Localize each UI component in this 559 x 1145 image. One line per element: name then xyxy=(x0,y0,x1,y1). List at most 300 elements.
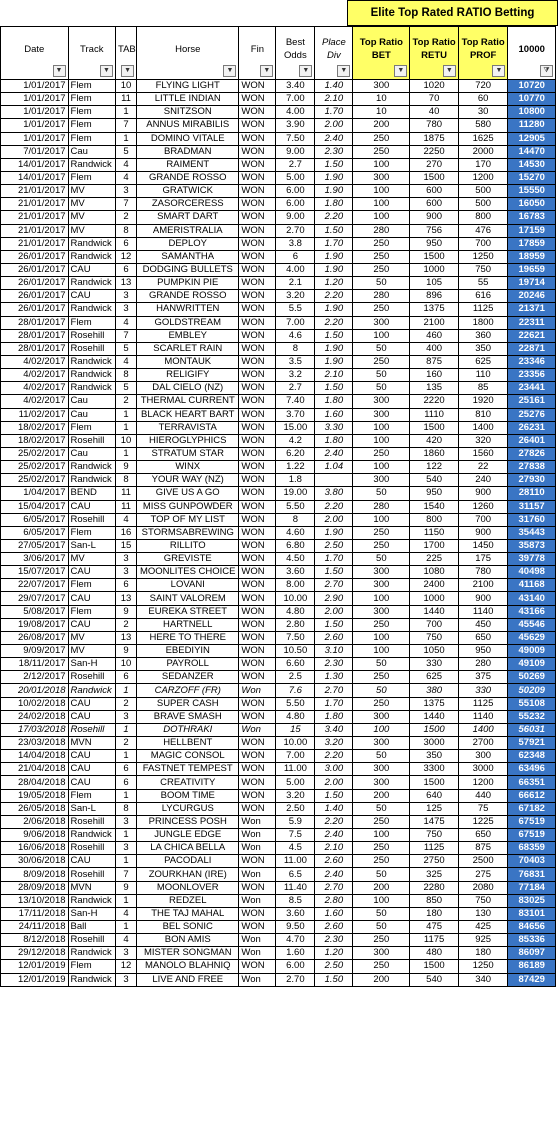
cell-date[interactable]: 28/01/2017 xyxy=(1,329,69,342)
cell-running-total[interactable]: 35443 xyxy=(508,526,556,539)
cell-track[interactable]: Rosehill xyxy=(68,842,115,855)
cell-horse[interactable]: HERE TO THERE xyxy=(137,631,239,644)
cell-bet[interactable]: 50 xyxy=(353,553,410,566)
cell-fin[interactable]: WON xyxy=(239,447,276,460)
cell-fin[interactable]: WON xyxy=(239,80,276,93)
cell-running-total[interactable]: 15550 xyxy=(508,185,556,198)
cell-track[interactable]: Randwick xyxy=(68,250,115,263)
cell-track[interactable]: Flem xyxy=(68,605,115,618)
cell-place-div[interactable]: 1.70 xyxy=(315,697,353,710)
cell-odds[interactable]: 6.60 xyxy=(276,658,315,671)
filter-dropdown-icon[interactable]: ▼ xyxy=(100,65,113,77)
cell-fin[interactable]: WON xyxy=(239,750,276,763)
cell-return[interactable]: 875 xyxy=(410,355,459,368)
cell-odds[interactable]: 11.00 xyxy=(276,855,315,868)
cell-odds[interactable]: 11.40 xyxy=(276,881,315,894)
cell-return[interactable]: 125 xyxy=(410,802,459,815)
cell-track[interactable]: CAU xyxy=(68,263,115,276)
cell-horse[interactable]: PUMPKIN PIE xyxy=(137,277,239,290)
cell-bet[interactable]: 10 xyxy=(353,106,410,119)
cell-date[interactable]: 2/06/2018 xyxy=(1,815,69,828)
cell-horse[interactable]: DAL CIELO (NZ) xyxy=(137,382,239,395)
cell-odds[interactable]: 10.00 xyxy=(276,592,315,605)
cell-fin[interactable]: WON xyxy=(239,329,276,342)
cell-fin[interactable]: WON xyxy=(239,605,276,618)
cell-track[interactable]: MV xyxy=(68,185,115,198)
cell-bet[interactable]: 300 xyxy=(353,737,410,750)
cell-running-total[interactable]: 10800 xyxy=(508,106,556,119)
cell-fin[interactable]: WON xyxy=(239,369,276,382)
cell-bet[interactable]: 250 xyxy=(353,815,410,828)
cell-place-div[interactable]: 2.30 xyxy=(315,658,353,671)
cell-bet[interactable]: 300 xyxy=(353,605,410,618)
cell-tab[interactable]: 5 xyxy=(115,382,136,395)
cell-return[interactable]: 1110 xyxy=(410,408,459,421)
cell-return[interactable]: 1150 xyxy=(410,526,459,539)
cell-fin[interactable]: WON xyxy=(239,461,276,474)
cell-tab[interactable]: 2 xyxy=(115,395,136,408)
cell-tab[interactable]: 3 xyxy=(115,947,136,960)
cell-bet[interactable]: 100 xyxy=(353,723,410,736)
cell-running-total[interactable]: 49109 xyxy=(508,658,556,671)
cell-profit[interactable]: 750 xyxy=(458,263,508,276)
cell-bet[interactable]: 250 xyxy=(353,250,410,263)
cell-return[interactable]: 225 xyxy=(410,553,459,566)
cell-running-total[interactable]: 23441 xyxy=(508,382,556,395)
cell-horse[interactable]: BLACK HEART BART xyxy=(137,408,239,421)
cell-horse[interactable]: RELIGIFY xyxy=(137,369,239,382)
cell-place-div[interactable]: 1.90 xyxy=(315,526,353,539)
cell-odds[interactable]: 7.00 xyxy=(276,750,315,763)
cell-fin[interactable]: WON xyxy=(239,224,276,237)
cell-fin[interactable]: WON xyxy=(239,93,276,106)
cell-return[interactable]: 135 xyxy=(410,382,459,395)
cell-fin[interactable]: WON xyxy=(239,737,276,750)
cell-profit[interactable]: 320 xyxy=(458,434,508,447)
cell-tab[interactable]: 8 xyxy=(115,802,136,815)
cell-running-total[interactable]: 83101 xyxy=(508,907,556,920)
cell-return[interactable]: 625 xyxy=(410,671,459,684)
cell-bet[interactable]: 50 xyxy=(353,921,410,934)
cell-return[interactable]: 600 xyxy=(410,198,459,211)
cell-return[interactable]: 950 xyxy=(410,237,459,250)
cell-return[interactable]: 1375 xyxy=(410,303,459,316)
cell-horse[interactable]: GIVE US A GO xyxy=(137,487,239,500)
cell-running-total[interactable]: 84656 xyxy=(508,921,556,934)
cell-profit[interactable]: 275 xyxy=(458,868,508,881)
filter-dropdown-icon[interactable]: ▼ xyxy=(223,65,236,77)
cell-profit[interactable]: 240 xyxy=(458,474,508,487)
cell-track[interactable]: CAU xyxy=(68,566,115,579)
cell-fin[interactable]: WON xyxy=(239,474,276,487)
cell-running-total[interactable]: 70403 xyxy=(508,855,556,868)
cell-tab[interactable]: 2 xyxy=(115,211,136,224)
cell-place-div[interactable]: 3.10 xyxy=(315,645,353,658)
cell-date[interactable]: 25/02/2017 xyxy=(1,461,69,474)
cell-place-div[interactable]: 3.30 xyxy=(315,421,353,434)
cell-date[interactable]: 11/02/2017 xyxy=(1,408,69,421)
cell-profit[interactable]: 780 xyxy=(458,566,508,579)
cell-profit[interactable]: 810 xyxy=(458,408,508,421)
cell-profit[interactable]: 440 xyxy=(458,789,508,802)
cell-return[interactable]: 1050 xyxy=(410,645,459,658)
cell-horse[interactable]: SCARLET RAIN xyxy=(137,342,239,355)
cell-profit[interactable]: 110 xyxy=(458,369,508,382)
cell-return[interactable]: 1000 xyxy=(410,592,459,605)
cell-return[interactable]: 1500 xyxy=(410,250,459,263)
cell-profit[interactable]: 720 xyxy=(458,80,508,93)
cell-bet[interactable]: 300 xyxy=(353,710,410,723)
cell-fin[interactable]: Won xyxy=(239,815,276,828)
cell-running-total[interactable]: 55232 xyxy=(508,710,556,723)
cell-bet[interactable]: 100 xyxy=(353,434,410,447)
cell-odds[interactable]: 6.20 xyxy=(276,447,315,460)
cell-place-div[interactable]: 2.20 xyxy=(315,211,353,224)
cell-return[interactable]: 750 xyxy=(410,631,459,644)
cell-profit[interactable]: 2100 xyxy=(458,579,508,592)
cell-place-div[interactable]: 2.70 xyxy=(315,684,353,697)
cell-track[interactable]: Randwick xyxy=(68,303,115,316)
cell-date[interactable]: 13/10/2018 xyxy=(1,894,69,907)
cell-bet[interactable]: 300 xyxy=(353,763,410,776)
cell-track[interactable]: San-H xyxy=(68,658,115,671)
cell-fin[interactable]: WON xyxy=(239,671,276,684)
cell-track[interactable]: Randwick xyxy=(68,355,115,368)
cell-fin[interactable]: WON xyxy=(239,763,276,776)
cell-fin[interactable]: WON xyxy=(239,171,276,184)
cell-fin[interactable]: WON xyxy=(239,776,276,789)
cell-return[interactable]: 2220 xyxy=(410,395,459,408)
cell-date[interactable]: 12/01/2019 xyxy=(1,960,69,973)
cell-odds[interactable]: 4.80 xyxy=(276,605,315,618)
cell-date[interactable]: 28/09/2018 xyxy=(1,881,69,894)
cell-odds[interactable]: 7.5 xyxy=(276,829,315,842)
cell-profit[interactable]: 1250 xyxy=(458,250,508,263)
cell-track[interactable]: Randwick xyxy=(68,461,115,474)
cell-tab[interactable]: 6 xyxy=(115,763,136,776)
cell-running-total[interactable]: 43140 xyxy=(508,592,556,605)
cell-tab[interactable]: 1 xyxy=(115,829,136,842)
cell-return[interactable]: 1700 xyxy=(410,539,459,552)
cell-bet[interactable]: 300 xyxy=(353,579,410,592)
cell-horse[interactable]: BOOM TIME xyxy=(137,789,239,802)
cell-horse[interactable]: LIVE AND FREE xyxy=(137,973,239,986)
cell-horse[interactable]: GRATWICK xyxy=(137,185,239,198)
cell-profit[interactable]: 875 xyxy=(458,842,508,855)
cell-odds[interactable]: 5.50 xyxy=(276,500,315,513)
cell-odds[interactable]: 2.70 xyxy=(276,224,315,237)
cell-running-total[interactable]: 56031 xyxy=(508,723,556,736)
cell-running-total[interactable]: 23346 xyxy=(508,355,556,368)
cell-odds[interactable]: 15.00 xyxy=(276,421,315,434)
cell-bet[interactable]: 10 xyxy=(353,93,410,106)
cell-place-div[interactable]: 2.20 xyxy=(315,500,353,513)
cell-place-div[interactable]: 2.20 xyxy=(315,290,353,303)
cell-date[interactable]: 8/12/2018 xyxy=(1,934,69,947)
cell-bet[interactable]: 100 xyxy=(353,592,410,605)
cell-running-total[interactable]: 12905 xyxy=(508,132,556,145)
cell-tab[interactable]: 13 xyxy=(115,592,136,605)
cell-horse[interactable]: YOUR WAY (NZ) xyxy=(137,474,239,487)
cell-horse[interactable]: MISS GUNPOWDER xyxy=(137,500,239,513)
cell-profit[interactable]: 75 xyxy=(458,802,508,815)
cell-fin[interactable]: WON xyxy=(239,658,276,671)
cell-date[interactable]: 26/01/2017 xyxy=(1,290,69,303)
cell-fin[interactable]: Won xyxy=(239,842,276,855)
cell-bet[interactable]: 250 xyxy=(353,539,410,552)
cell-running-total[interactable]: 45629 xyxy=(508,631,556,644)
cell-return[interactable]: 600 xyxy=(410,185,459,198)
cell-fin[interactable]: WON xyxy=(239,631,276,644)
cell-profit[interactable]: 1225 xyxy=(458,815,508,828)
cell-bet[interactable]: 250 xyxy=(353,618,410,631)
cell-odds[interactable]: 5.00 xyxy=(276,776,315,789)
cell-return[interactable]: 70 xyxy=(410,93,459,106)
cell-track[interactable]: Cau xyxy=(68,145,115,158)
cell-fin[interactable]: WON xyxy=(239,106,276,119)
cell-track[interactable]: Randwick xyxy=(68,973,115,986)
cell-bet[interactable]: 100 xyxy=(353,211,410,224)
cell-return[interactable]: 1860 xyxy=(410,447,459,460)
cell-return[interactable]: 850 xyxy=(410,894,459,907)
col-header-date[interactable] xyxy=(1,27,69,80)
cell-profit[interactable]: 616 xyxy=(458,290,508,303)
cell-profit[interactable]: 750 xyxy=(458,894,508,907)
cell-date[interactable]: 4/02/2017 xyxy=(1,382,69,395)
cell-date[interactable]: 6/05/2017 xyxy=(1,513,69,526)
cell-return[interactable]: 122 xyxy=(410,461,459,474)
cell-place-div[interactable]: 2.60 xyxy=(315,855,353,868)
cell-date[interactable]: 26/08/2017 xyxy=(1,631,69,644)
cell-running-total[interactable]: 15270 xyxy=(508,171,556,184)
cell-date[interactable]: 18/02/2017 xyxy=(1,434,69,447)
cell-return[interactable]: 756 xyxy=(410,224,459,237)
cell-tab[interactable]: 5 xyxy=(115,342,136,355)
cell-tab[interactable]: 4 xyxy=(115,171,136,184)
cell-profit[interactable]: 180 xyxy=(458,947,508,960)
cell-horse[interactable]: DOTHRAKI xyxy=(137,723,239,736)
cell-running-total[interactable]: 27930 xyxy=(508,474,556,487)
cell-profit[interactable]: 1125 xyxy=(458,697,508,710)
cell-date[interactable]: 16/06/2018 xyxy=(1,842,69,855)
cell-running-total[interactable]: 10720 xyxy=(508,80,556,93)
cell-running-total[interactable]: 87429 xyxy=(508,973,556,986)
cell-horse[interactable]: ZOURKHAN (IRE) xyxy=(137,868,239,881)
cell-place-div[interactable]: 1.50 xyxy=(315,224,353,237)
cell-track[interactable]: Rosehill xyxy=(68,434,115,447)
cell-date[interactable]: 9/09/2017 xyxy=(1,645,69,658)
cell-return[interactable]: 1500 xyxy=(410,171,459,184)
cell-odds[interactable]: 5.5 xyxy=(276,303,315,316)
cell-running-total[interactable]: 28110 xyxy=(508,487,556,500)
cell-tab[interactable]: 9 xyxy=(115,461,136,474)
cell-tab[interactable]: 1 xyxy=(115,723,136,736)
cell-odds[interactable]: 19.00 xyxy=(276,487,315,500)
cell-running-total[interactable]: 39778 xyxy=(508,553,556,566)
cell-track[interactable]: MV xyxy=(68,553,115,566)
cell-bet[interactable]: 300 xyxy=(353,776,410,789)
cell-horse[interactable]: FASTNET TEMPEST xyxy=(137,763,239,776)
cell-fin[interactable]: WON xyxy=(239,145,276,158)
cell-odds[interactable]: 2.1 xyxy=(276,277,315,290)
cell-place-div[interactable]: 1.50 xyxy=(315,158,353,171)
cell-track[interactable]: Rosehill xyxy=(68,513,115,526)
cell-running-total[interactable]: 26401 xyxy=(508,434,556,447)
cell-date[interactable]: 8/09/2018 xyxy=(1,868,69,881)
cell-return[interactable]: 2400 xyxy=(410,579,459,592)
cell-tab[interactable]: 1 xyxy=(115,684,136,697)
cell-date[interactable]: 29/07/2017 xyxy=(1,592,69,605)
cell-horse[interactable]: BON AMIS xyxy=(137,934,239,947)
cell-return[interactable]: 1440 xyxy=(410,710,459,723)
filter-dropdown-icon[interactable]: ▼ xyxy=(299,65,312,77)
cell-bet[interactable]: 250 xyxy=(353,671,410,684)
cell-odds[interactable]: 9.00 xyxy=(276,211,315,224)
cell-track[interactable]: CAU xyxy=(68,618,115,631)
cell-fin[interactable]: WON xyxy=(239,645,276,658)
cell-tab[interactable]: 8 xyxy=(115,224,136,237)
cell-odds[interactable]: 4.50 xyxy=(276,553,315,566)
cell-running-total[interactable]: 18959 xyxy=(508,250,556,263)
cell-place-div[interactable]: 2.70 xyxy=(315,881,353,894)
cell-place-div[interactable]: 1.80 xyxy=(315,710,353,723)
cell-running-total[interactable]: 86189 xyxy=(508,960,556,973)
cell-profit[interactable]: 360 xyxy=(458,329,508,342)
cell-odds[interactable]: 4.70 xyxy=(276,934,315,947)
cell-tab[interactable]: 1 xyxy=(115,106,136,119)
cell-date[interactable]: 21/01/2017 xyxy=(1,237,69,250)
cell-date[interactable]: 4/02/2017 xyxy=(1,369,69,382)
cell-running-total[interactable]: 27838 xyxy=(508,461,556,474)
cell-horse[interactable]: AMERISTRALIA xyxy=(137,224,239,237)
cell-profit[interactable]: 300 xyxy=(458,750,508,763)
cell-profit[interactable]: 2000 xyxy=(458,145,508,158)
cell-bet[interactable]: 250 xyxy=(353,447,410,460)
cell-place-div[interactable]: 1.50 xyxy=(315,973,353,986)
cell-track[interactable]: Randwick xyxy=(68,947,115,960)
cell-tab[interactable]: 6 xyxy=(115,671,136,684)
cell-place-div[interactable]: 2.90 xyxy=(315,592,353,605)
cell-track[interactable]: San-L xyxy=(68,802,115,815)
cell-return[interactable]: 420 xyxy=(410,434,459,447)
cell-track[interactable]: Flem xyxy=(68,421,115,434)
cell-running-total[interactable]: 66351 xyxy=(508,776,556,789)
cell-track[interactable]: Flem xyxy=(68,579,115,592)
cell-horse[interactable]: SAMANTHA xyxy=(137,250,239,263)
cell-horse[interactable]: HARTNELL xyxy=(137,618,239,631)
cell-horse[interactable]: GRANDE ROSSO xyxy=(137,171,239,184)
cell-tab[interactable]: 16 xyxy=(115,526,136,539)
cell-return[interactable]: 540 xyxy=(410,973,459,986)
cell-return[interactable]: 1540 xyxy=(410,500,459,513)
cell-bet[interactable]: 200 xyxy=(353,789,410,802)
cell-date[interactable]: 14/01/2017 xyxy=(1,171,69,184)
cell-odds[interactable]: 8 xyxy=(276,342,315,355)
col-header-bet[interactable] xyxy=(353,27,410,80)
cell-date[interactable]: 1/01/2017 xyxy=(1,119,69,132)
cell-odds[interactable]: 5.9 xyxy=(276,815,315,828)
cell-track[interactable]: Flem xyxy=(68,106,115,119)
cell-bet[interactable]: 250 xyxy=(353,855,410,868)
cell-profit[interactable]: 55 xyxy=(458,277,508,290)
cell-date[interactable]: 26/01/2017 xyxy=(1,250,69,263)
cell-track[interactable]: CAU xyxy=(68,500,115,513)
cell-return[interactable]: 750 xyxy=(410,829,459,842)
cell-bet[interactable]: 250 xyxy=(353,960,410,973)
cell-bet[interactable]: 50 xyxy=(353,342,410,355)
cell-odds[interactable]: 11.00 xyxy=(276,763,315,776)
cell-profit[interactable]: 375 xyxy=(458,671,508,684)
cell-place-div[interactable]: 1.50 xyxy=(315,789,353,802)
cell-date[interactable]: 9/06/2018 xyxy=(1,829,69,842)
cell-fin[interactable]: WON xyxy=(239,487,276,500)
cell-fin[interactable]: WON xyxy=(239,802,276,815)
cell-profit[interactable]: 700 xyxy=(458,237,508,250)
cell-track[interactable]: Rosehill xyxy=(68,934,115,947)
cell-bet[interactable]: 50 xyxy=(353,487,410,500)
cell-running-total[interactable]: 16050 xyxy=(508,198,556,211)
cell-place-div[interactable]: 2.60 xyxy=(315,631,353,644)
cell-running-total[interactable]: 41168 xyxy=(508,579,556,592)
cell-track[interactable]: Flem xyxy=(68,316,115,329)
cell-bet[interactable]: 50 xyxy=(353,382,410,395)
cell-return[interactable]: 475 xyxy=(410,921,459,934)
cell-bet[interactable]: 100 xyxy=(353,829,410,842)
filter-dropdown-icon[interactable]: ▼ xyxy=(121,65,134,77)
cell-tab[interactable]: 7 xyxy=(115,329,136,342)
cell-date[interactable]: 27/05/2017 xyxy=(1,539,69,552)
cell-tab[interactable]: 1 xyxy=(115,789,136,802)
cell-running-total[interactable]: 14530 xyxy=(508,158,556,171)
cell-odds[interactable]: 8.5 xyxy=(276,894,315,907)
cell-return[interactable]: 1375 xyxy=(410,697,459,710)
cell-profit[interactable]: 22 xyxy=(458,461,508,474)
cell-horse[interactable]: THERMAL CURRENT xyxy=(137,395,239,408)
cell-bet[interactable]: 100 xyxy=(353,645,410,658)
cell-track[interactable]: Randwick xyxy=(68,829,115,842)
cell-bet[interactable]: 100 xyxy=(353,198,410,211)
cell-odds[interactable]: 6.00 xyxy=(276,185,315,198)
cell-profit[interactable]: 1200 xyxy=(458,171,508,184)
cell-tab[interactable]: 11 xyxy=(115,487,136,500)
cell-odds[interactable]: 3.5 xyxy=(276,355,315,368)
cell-running-total[interactable]: 16783 xyxy=(508,211,556,224)
cell-return[interactable]: 2750 xyxy=(410,855,459,868)
cell-track[interactable]: CAU xyxy=(68,710,115,723)
cell-bet[interactable]: 50 xyxy=(353,868,410,881)
cell-track[interactable]: CAU xyxy=(68,763,115,776)
cell-horse[interactable]: TERRAVISTA xyxy=(137,421,239,434)
cell-fin[interactable]: WON xyxy=(239,526,276,539)
cell-date[interactable]: 26/01/2017 xyxy=(1,263,69,276)
cell-fin[interactable]: Won xyxy=(239,973,276,986)
cell-date[interactable]: 10/02/2018 xyxy=(1,697,69,710)
cell-profit[interactable]: 425 xyxy=(458,921,508,934)
cell-bet[interactable]: 200 xyxy=(353,973,410,986)
cell-return[interactable]: 380 xyxy=(410,684,459,697)
cell-date[interactable]: 26/05/2018 xyxy=(1,802,69,815)
cell-date[interactable]: 19/05/2018 xyxy=(1,789,69,802)
cell-horse[interactable]: SNITZSON xyxy=(137,106,239,119)
cell-horse[interactable]: HELLBENT xyxy=(137,737,239,750)
cell-profit[interactable]: 175 xyxy=(458,553,508,566)
cell-horse[interactable]: SEDANZER xyxy=(137,671,239,684)
cell-track[interactable]: MV xyxy=(68,631,115,644)
cell-place-div[interactable]: 1.90 xyxy=(315,171,353,184)
cell-place-div[interactable]: 1.50 xyxy=(315,382,353,395)
cell-return[interactable]: 1440 xyxy=(410,605,459,618)
cell-place-div[interactable]: 1.04 xyxy=(315,461,353,474)
